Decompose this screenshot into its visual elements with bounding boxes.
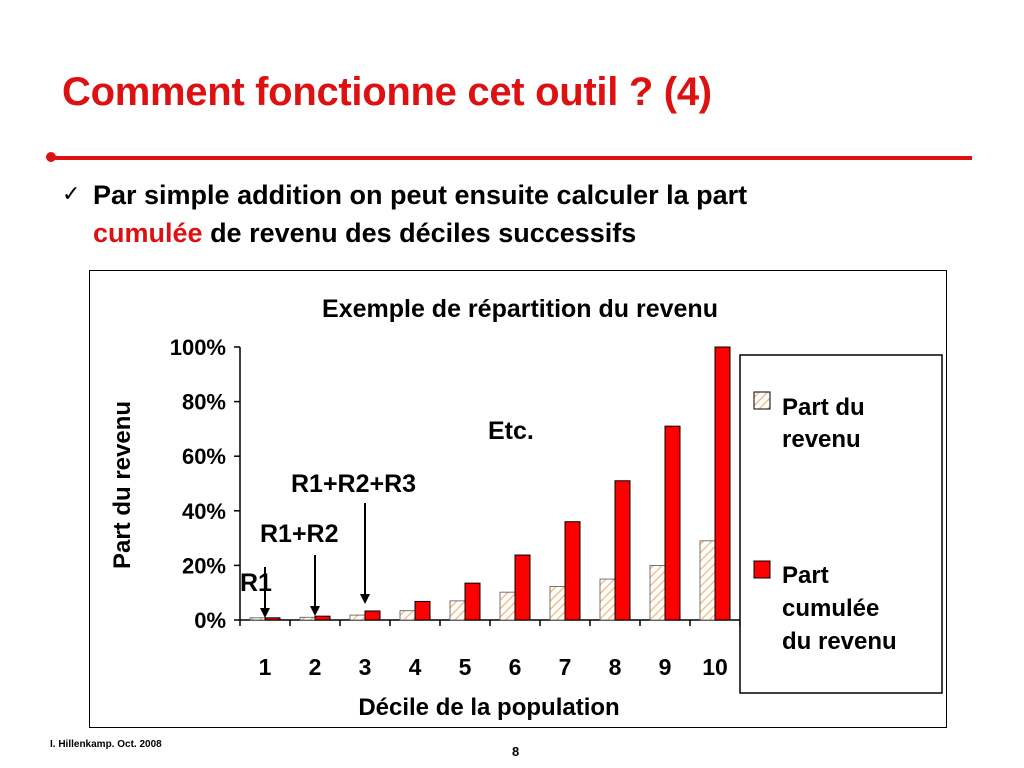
bar-cumulative — [465, 583, 480, 620]
slide-title: Comment fonctionne cet outil ? (4) — [62, 70, 712, 114]
x-tick-label: 1 — [258, 654, 272, 680]
bar-cumulative — [415, 601, 430, 620]
x-tick-label: 2 — [308, 654, 322, 680]
chart-title: Exemple de répartition du revenu — [322, 295, 718, 323]
bar-cumulative — [715, 347, 730, 620]
legend-swatch-share — [754, 392, 770, 409]
legend-label-cumulative: Part cumulée du revenu — [782, 562, 897, 655]
y-tick-label: 20% — [181, 553, 226, 579]
legend — [740, 355, 942, 693]
bullet-text — [93, 176, 962, 252]
legend-swatch-cumulative — [754, 561, 770, 578]
bar-share — [600, 579, 615, 620]
y-tick-label: 40% — [181, 498, 226, 524]
page-number: 8 — [512, 744, 520, 759]
bar-share — [500, 592, 515, 620]
x-tick-label: 9 — [658, 654, 672, 680]
bar-share — [450, 601, 465, 620]
bar-share — [650, 565, 665, 620]
x-tick-label: 4 — [408, 654, 422, 680]
title-rule — [52, 156, 972, 160]
bar-share — [700, 541, 715, 620]
annotation-r1-r2-r3: R1+R2+R3 — [291, 470, 417, 498]
bullet-point — [62, 176, 962, 252]
legend-label-share: Part du revenu — [782, 394, 865, 453]
bar-cumulative — [515, 555, 530, 620]
x-tick-label: 7 — [558, 654, 572, 680]
chart-frame — [89, 270, 947, 728]
bar-share — [250, 618, 265, 620]
chart-annotations — [240, 417, 534, 618]
bar-cumulative — [565, 522, 580, 620]
x-axis-label: Décile de la population — [358, 694, 620, 721]
bar-share — [400, 611, 415, 620]
arrow-head — [260, 608, 270, 618]
bar-cumulative — [265, 618, 280, 620]
income-distribution-chart — [90, 271, 946, 727]
x-tick-label: 6 — [508, 654, 522, 680]
annotation-r1: R1 — [240, 569, 272, 597]
x-tick-label: 3 — [358, 654, 372, 680]
x-tick-label: 10 — [702, 654, 728, 680]
bullet-highlight: cumulée — [93, 218, 203, 248]
chart-axes — [170, 335, 740, 680]
annotation-etc: Etc. — [488, 417, 534, 445]
checkmark-icon: ✓ — [62, 182, 81, 207]
bullet-text-part1: Par simple addition on peut ensuite calculer la part — [93, 180, 748, 210]
bar-cumulative — [665, 426, 680, 620]
y-tick-label: 0% — [194, 608, 226, 633]
bar-cumulative — [365, 611, 380, 620]
arrow-head — [310, 606, 320, 616]
x-tick-label: 8 — [608, 654, 622, 680]
bullet-text-part2: de revenu des déciles successifs — [210, 218, 637, 248]
bar-share — [350, 615, 365, 620]
bar-share — [550, 586, 565, 620]
footer-credit: I. Hillenkamp. Oct. 2008 — [50, 739, 162, 750]
bar-cumulative — [615, 481, 630, 620]
bar-cumulative — [315, 616, 330, 620]
x-tick-label: 5 — [458, 654, 472, 680]
annotation-r1-r2: R1+R2 — [260, 520, 339, 548]
y-tick-label: 80% — [181, 389, 226, 415]
arrow-r1-r2 — [310, 555, 320, 616]
bar-share — [300, 617, 315, 620]
y-axis-label: Part du revenu — [109, 400, 136, 570]
arrow-head — [360, 594, 370, 604]
arrow-r1-r2-r3 — [360, 503, 370, 604]
y-tick-label: 60% — [181, 444, 226, 470]
y-tick-label: 100% — [169, 335, 226, 360]
